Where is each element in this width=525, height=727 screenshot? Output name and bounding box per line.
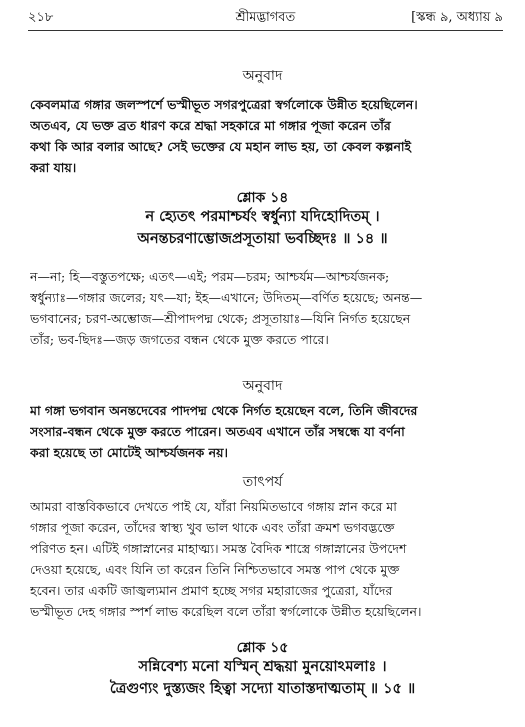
synonym-line: স্বর্ধুন্যাঃ—গঙ্গার জলের; যৎ—যা; ইহ—এখানে; উদিতম্—বর্ণিত হয়েছে; অনন্ত— xyxy=(30,290,423,305)
translation-text-1 xyxy=(30,94,500,178)
verse-line: ত্রৈগুণ্যং দুস্ত্যজং হিত্বা সদ্যো যাতাস্তদাত্মতাম্ ॥ ১৫ ॥ xyxy=(109,680,416,697)
verse-line: অনন্তচরণাম্ভোজপ্রসূতায়া ভবচ্ছিদঃ ॥ ১৪ ॥ xyxy=(137,230,388,247)
text-line: আমরা বাস্তবিকভাবে দেখতে পাই যে, যাঁরা নিয়মিতভাবে গঙ্গায় স্নান করে মা xyxy=(30,499,397,514)
verse-line: সন্নিবেশ্য মনো যস্মিন্ শ্রদ্ধয়া মুনয়োঽমলাঃ । xyxy=(138,658,387,675)
translation-heading-1: অনুবাদ xyxy=(242,68,283,84)
purport-heading: তাৎপর্য xyxy=(242,474,283,490)
verse-14-text xyxy=(0,206,525,250)
purport-text xyxy=(30,496,500,622)
book-title: শ্রীমদ্ভাগবত xyxy=(235,10,296,25)
text-line: করা হয়েছে তা মোটেই আশ্চর্যজনক নয়। xyxy=(30,445,228,460)
text-line: হবেন। তার একটি জাজ্বল্যমান প্রমাণ হচ্ছে সগর মহারাজের পুত্রেরা, যাঁদের xyxy=(30,583,393,598)
page-number: ২১৮ xyxy=(28,10,54,25)
header-rule xyxy=(28,30,503,31)
synonym-line: ভগবানের; চরণ-অম্ভোজ—শ্রীপাদপদ্ম থেকে; প্রসূতায়াঃ—যিনি নির্গত হয়েছেন xyxy=(30,311,411,326)
chapter-reference: [স্কন্ধ ৯, অধ্যায় ৯ xyxy=(411,10,503,25)
text-line: সংসার-বন্ধন থেকে মুক্ত করতে পারেন। অতএব এখানে তাঁর সম্বন্ধে যা বর্ণনা xyxy=(30,424,405,439)
verse-15-text xyxy=(0,656,525,700)
text-line: অতএব, যে ভক্ত ব্রত ধারণ করে শ্রদ্ধা সহকারে মা গঙ্গার পূজা করেন তাঁর xyxy=(30,118,391,133)
text-line: করা যায়। xyxy=(30,160,77,175)
translation-text-2 xyxy=(30,400,500,463)
text-line: দেওয়া হয়েছে, এবং যিনি তা করেন তিনি নিশ্চিতভাবে সমস্ত পাপ থেকে মুক্ত xyxy=(30,562,400,577)
verse-line: ন হ্যেতৎ পরমাশ্চর্যং স্বর্ধুন্যা যদিহোদিতম্ । xyxy=(145,208,380,225)
verse-15-heading: শ্লোক ১৫ xyxy=(236,640,289,656)
verse-14-heading: শ্লোক ১৪ xyxy=(236,190,289,206)
page-header xyxy=(28,8,503,32)
text-line: কেবলমাত্র গঙ্গার জলস্পর্শে ভস্মীভূত সগরপুত্রেরা স্বর্গলোকে উন্নীত হয়েছিলেন। xyxy=(30,97,418,112)
synonyms-block xyxy=(30,266,500,350)
text-line: ভস্মীভূত দেহ গঙ্গার স্পর্শ লাভ করেছিল বলে তাঁরা স্বর্গলোকে উন্নীত হয়েছিলেন। xyxy=(30,604,422,619)
text-line: কথা কি আর বলার আছে? সেই ভক্তের যে মহান লাভ হয়, তা কেবল কল্পনাই xyxy=(30,139,412,154)
synonym-line: ন—না; হি—বস্তুতপক্ষে; এতৎ—এই; পরম—চরম; আশ্চর্যম—আশ্চর্যজনক; xyxy=(30,269,390,284)
translation-heading-2: অনুবাদ xyxy=(242,378,283,394)
text-line: পরিণত হন। এটিই গঙ্গাস্নানের মাহাত্ম্য। সমস্ত বৈদিক শাস্ত্রে গঙ্গাস্নানের উপদেশ xyxy=(30,541,407,556)
text-line: গঙ্গার পূজা করেন, তাঁদের স্বাস্থ্য খুব ভাল থাকে এবং তাঁরা ক্রমশ ভগবদ্ভক্তে xyxy=(30,520,395,535)
synonym-line: তাঁর; ভব-ছিদঃ—জড় জগতের বন্ধন থেকে মুক্ত করতে পারে। xyxy=(30,332,329,347)
text-line: মা গঙ্গা ভগবান অনন্তদেবের পাদপদ্ম থেকে নির্গত হয়েছেন বলে, তিনি জীবদের xyxy=(30,403,418,418)
